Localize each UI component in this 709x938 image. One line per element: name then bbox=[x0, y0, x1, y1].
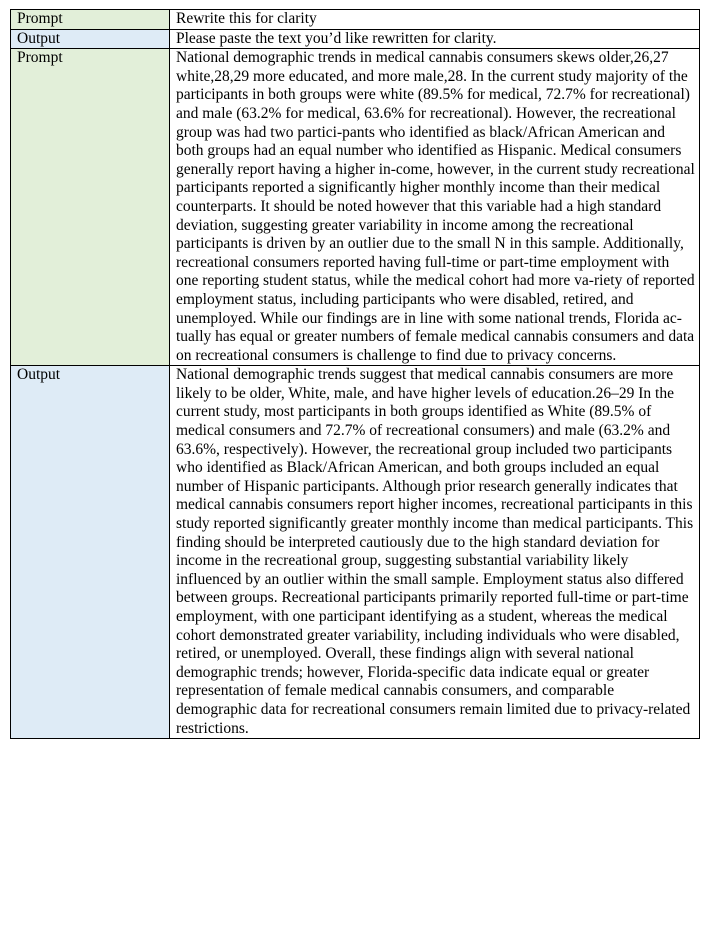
output-text: Please paste the text you’d like rewritten for clarity. bbox=[170, 29, 700, 49]
table-row-prompt-2 bbox=[11, 49, 700, 366]
row-label-prompt: Prompt bbox=[11, 49, 170, 366]
table-row-output-2 bbox=[11, 366, 700, 739]
prompt-output-table bbox=[10, 9, 700, 739]
row-label-output: Output bbox=[11, 366, 170, 739]
prompt-text: National demographic trends in medical cannabis consumers skews older,26,27 white,28,29 more educated, and more male,28. In the current study majority of the participants in both groups were white (89.5% for medical, 72.7% for recreational) and male (63.2% for medical, 63.6% for recreational). However, the recreational group was had two partici-pants who identified as black/African American and both groups had an equal number who identified as Hispanic. Medical consumers generally report having a higher in-come, however, in the current study recreational participants reported a significantly higher monthly income than their medical counterparts. It should be noted however that this variable had a high standard deviation, suggesting greater variability in income among the recreational participants is driven by an outlier due to the small N in this sample. Additionally, recreational consumers reported having full-time or part-time employment with one reporting student status, while the medical cohort had more va-riety of reported employment status, including participants who were disabled, retired, and unemployed. While our findings are in line with some national trends, Florida ac-tually has equal or greater numbers of female medical cannabis consumers and data on recreational consumers is challenge to find due to privacy concerns. bbox=[170, 49, 700, 366]
prompt-text: Rewrite this for clarity bbox=[170, 10, 700, 30]
output-text: National demographic trends suggest that medical cannabis consumers are more likely to be older, White, male, and have higher levels of education.26–29 In the current study, most participants in both groups identified as White (89.5% of medical consumers and 72.7% of recreational consumers) and male (63.2% and 63.6%, respectively). However, the recreational group included two participants who identified as Black/African American, and both groups included an equal number of Hispanic participants. Although prior research generally indicates that medical cannabis consumers report higher incomes, recreational participants in this study reported significantly greater monthly income than medical participants. This finding should be interpreted cautiously due to the high standard deviation for income in the recreational group, suggesting substantial variability likely influenced by an outlier within the small sample. Employment status also differed between groups. Recreational participants primarily reported full-time or part-time employment, with one participant identifying as a student, whereas the medical cohort demonstrated greater variability, including individuals who were disabled, retired, or unemployed. Overall, these findings align with several national demographic trends; however, Florida-specific data indicate equal or greater representation of female medical cannabis consumers, and comparable demographic data for recreational consumers remain limited due to privacy-related restrictions. bbox=[170, 366, 700, 739]
table-row-output-1 bbox=[11, 29, 700, 49]
row-label-output: Output bbox=[11, 29, 170, 49]
row-label-prompt: Prompt bbox=[11, 10, 170, 30]
table-row-prompt-1 bbox=[11, 10, 700, 30]
